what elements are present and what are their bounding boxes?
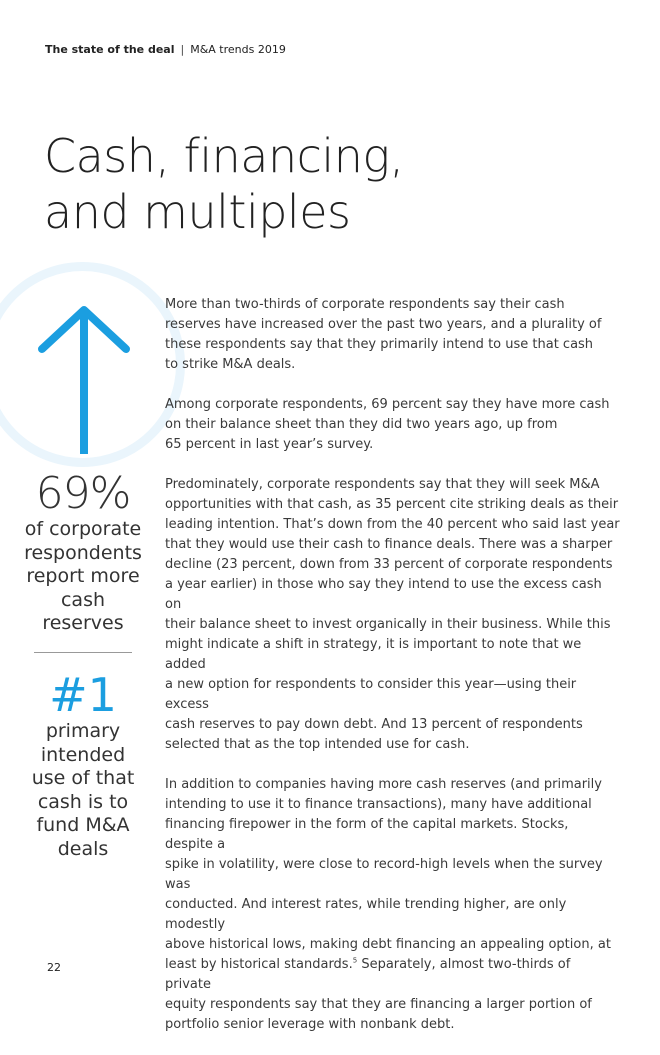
stat-description: primary intended use of that cash is to fund M&A deals (31, 720, 135, 860)
paragraph-4-part-2: Separately, almost two-thirds of private equity respondents say that they are financing a larger portion of portfolio senior leverage with nonbank debt. (165, 957, 592, 1032)
publication-subtitle: M&A trends 2019 (190, 43, 286, 56)
stat-cash-reserves (22, 470, 144, 636)
running-header (45, 43, 286, 56)
stat-divider (34, 652, 132, 653)
publication-name: The state of the deal (45, 43, 175, 56)
stat-description: of corporate respondents report more cash reserves (24, 518, 142, 634)
paragraph-3: Predominately, corporate respondents say that they will seek M&A opportunities with that cash, as 35 percent cite striking deals as their leading intention. That’s down from the 40 percent who said last year that they would use their cash to finance deals. There was a sharper decline (23 percent, down from 33 percent of corporate respondents a year earlier) in those who say they intend to use the excess cash on their balance sheet to invest organically in their business. While this might indicate a shift in strategy, it is important to note that we added a new option for respondents to consider this year—using their excess cash reserves to pay down debt. And 13 percent of respondents selected that as the top intended use for cash. (165, 477, 620, 752)
body-text (165, 295, 620, 1055)
paragraph-1: More than two-thirds of corporate respondents say their cash reserves have increased over the past two years, and a plurality of these respondents say that they primarily intend to use that cash to strike M&A deals. (165, 297, 602, 372)
stat-primary-use (22, 670, 144, 861)
stat-value: 69% (35, 468, 131, 519)
arrow-up-icon (36, 304, 132, 456)
stat-value: #1 (49, 668, 117, 722)
footnote-reference: 5 (352, 956, 358, 965)
page-title (44, 128, 464, 240)
page-title-line-1: Cash, financing, (44, 129, 404, 183)
page-title-line-2: and multiples (44, 185, 351, 239)
paragraph-2: Among corporate respondents, 69 percent say they have more cash on their balance sheet than they did two years ago, up from 65 percent in last year’s survey. (165, 397, 610, 452)
header-separator: | (180, 43, 185, 56)
page-number: 22 (47, 961, 61, 974)
paragraph-4-part-1: In addition to companies having more cash reserves (and primarily intending to use it to finance transactions), many have additional financing firepower in the form of the capital markets. Stocks, despite a spike in volatility, were close to record-high levels when the survey was conducted. And interest rates, while trending higher, are only modestly above historical lows, making debt financing an appealing option, at least by historical standards. (165, 777, 611, 972)
paragraph-4 (165, 775, 620, 1035)
